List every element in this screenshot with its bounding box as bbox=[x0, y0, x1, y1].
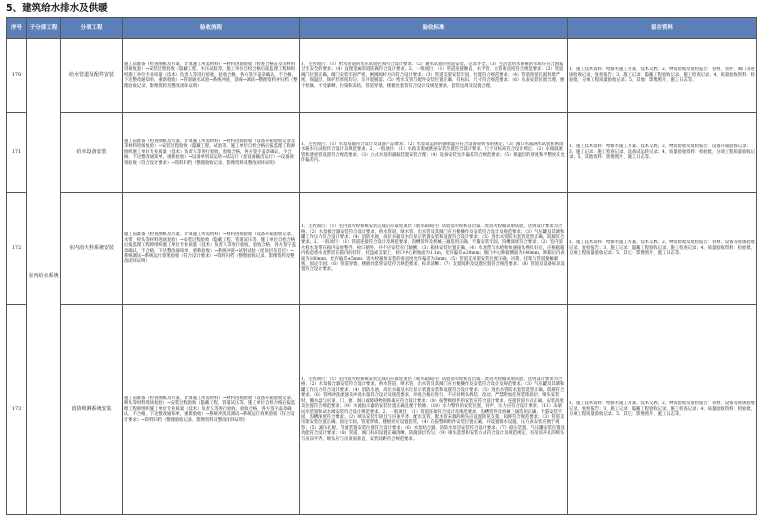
records-cell bbox=[568, 305, 757, 515]
table-row bbox=[7, 193, 757, 305]
records-cell bbox=[568, 113, 757, 193]
process-text: 施工前准备（检查图纸及方案、计算施工所需材料）→材料进场验收（设备开箱验收记录、水带、栓头等材料进场复验）→安装过程验收（隐蔽工程、管道试压等，施工单位自检合格后报监理工程师组织施工单位专业质量（技术）负责人等进行验收，验收合格，各方签字盖章确认，不合格，下达整改通知单，重新验收）→系统冲洗→试射试验（屋顶层及首层）→系统调试→系统运行效果验收（符合设计要求）→资料归档（整理验收记录、影像资料及整改闭环证明） bbox=[124, 232, 296, 265]
process-text: 施工前准备（检查图纸及方案、计算施工所需材料）→材料进场验收（检查合格证及等材料进场复验）→安装过程验收（隐蔽工程、水压试验等，施工单位自检合格后报监理工程师组织施工单位专业质量（技术）负责人等进行验收，验收合格，各方签字盖章确认，不合格，下达整改通知单，重新验收）→管道通水试验→系统冲洗、消毒→调试→整理资料并归档（整理验收记录、影像资料及整改闭环证明） bbox=[124, 61, 298, 89]
records-text: 1、施工技术资料：给排水施工方案、技术交底；2、物资验收及复检报告：管材、管件、阀门等进场验收记录、复检报告；3、施工记录：隐蔽工程验收记录、施工检查记录；4、质量验收资料：检验批、分项工程质量验收记录；5、其他：影像照片、施工日志等。 bbox=[569, 67, 755, 84]
header-standard: 验收标准 bbox=[300, 18, 568, 39]
header-process: 验收流程 bbox=[123, 18, 300, 39]
standard-cell bbox=[300, 193, 568, 305]
standard-text: 1、主控项目：（1）给水管道的水压试验必须符合设计要求；（2）通水试验的管道安装，记录齐全；（3）生活饮用水系统的水质应符合国家卫生安全的要求；（4）直埋金属管道防腐符合设计要求。2、一般项目：（1）管道连接顺直、水平管、立管垂直度符合规范要求；（2）管道阀门位置正确，阀门安装牢固严密，闸阀阀杆方向符合设计要求；（3）管道支架安装牢固，位置符合规范要求；（4）管道预留孔洞封堵严密，保温层、保护层厚度均匀，无开裂脱落；（5）给水支管与配件安装位置正确，有标识，尺寸符合规范要求；（6）水表安装位置合理，便于检修，不受暴晒、污染和冻结，管道穿墙、楼板处套管符合设计及规范要求，套管边周及设置合理。 bbox=[301, 61, 565, 89]
item-name: 给水设备安装 bbox=[61, 113, 123, 193]
process-cell bbox=[123, 305, 300, 515]
process-cell bbox=[123, 39, 300, 113]
table-header-row bbox=[7, 18, 757, 39]
records-cell bbox=[568, 39, 757, 113]
standard-text: 1、主控项目：（1）室内消火栓系统安装完成后应取屋顶层（或水箱间内）试验消火栓和首层取二处消火栓做试射试验，达到设计要求为合格；（2）水泵接合器安装符合设计要求，供水管道、喷水管、出水管及其阀门应方便操作及安装符合设计及规范要求；（3）气压罐及其调和罐工作压力符合设计要求；（4）消防水池、高位水箱及水位显示装置安装和设置符合设计要求；（5）进出水管防水套管选型正确，防腐符合要求。2、一般项目：（1）管道连接符合设计及规范要求，沟槽管件及机械三通选用正确，卡箍安装牢固，沟槽深度符合要求；（2）室内消火栓水龙带在箱内安放整齐，栓口朝外，并不应安装在门轴侧；（3）箱体安装位置正确，（4）水龙带与水枪和快速接头绑扎好后，应根据箱内构造将水龙带挂在箱内的挂钉、托盘或支架上，栓口中心距地面为1.1m，允许偏差±20mm；阀门中心距箱侧面为140mm，距箱后内表面为100mm，允许偏差±5mm；消火栓箱体安装的垂直度允许偏差为3mm；（5）管道支吊架安装位置正确，吊架、托架与管道接触紧密，固定牢固；（6）管道穿墙、楼板处套管安装符合规范要求，标识清晰；（7）支架间距及设置位置符合规范要求；（8）管道及设备标识设置符合设计要求。 bbox=[301, 224, 565, 273]
header-seq: 序号 bbox=[7, 18, 27, 39]
row-number: 170 bbox=[7, 39, 27, 113]
subunit-cell: 室内给水系统 bbox=[27, 39, 61, 515]
standard-cell bbox=[300, 305, 568, 515]
records-text: 1、施工技术资料：给排水施工方案、技术交底；2、物资验收及复检报告：设备开箱验收记录；3、施工记录：施工检查记录、设备试运转记录；4、质量验收资料：检验批、分项工程质量验收记录；5、其他资料：影像照片、施工日志等。 bbox=[569, 144, 755, 161]
item-name: 室内消火栓系统安装 bbox=[61, 193, 123, 305]
table-row bbox=[7, 305, 757, 515]
process-cell bbox=[123, 193, 300, 305]
table-row bbox=[7, 39, 757, 113]
standard-text: 1、主控项目：（1）室内消火栓系统安装完成后应取屋顶层（或水箱间内）试验消火栓和首层取二处消火栓做试射试验，达到设计要求为合格；（2）水泵接合器安装符合设计要求，供水管道、喷水管、出水管及其阀门应方便操作及安装符合设计及规范要求；（3）气压罐及其调和罐工作压力符合设计要求；（4）消防水池、高位水箱及水位显示装置安装和设置符合设计要求；（5）进出水管防水套管选型正确，防腐符合要求；（6）管网冲洗流速及冲洗水量符合设计及规范要求，冲洗合格后进行，不应对喷头拆装，改动，严禁附加任何装饰涂层；喷头安装时，溅水盘与吊顶、门、窗、洞口或障碍物的距离应符合设计要求；（8）报警阀组件的安装应符合设计要求，连接管道方式正确，安装高度及位置符合规范要求；（9）水流指示器的安装位置正确且便于检修；（10）水力警铃的安装位置、铃声、压力应符合设计要求；（11）末端试水装置和试水阀安装符合设计规范要求。2、一般项目：（1）管道连接符合设计及规范要求，沟槽管件及机械三通选用正确，卡箍安装牢固，沟槽深度符合要求；（2）喷头安装牢固且与吊顶平齐；配水支管、配水管末端的喷头应设置防晃支架，间距符合规范要求；（3）管道支吊架安装位置正确，固定牢固，管道穿墙、楼板处应设置套管，（4）在报警阀组件安装位置正确，并设置排水设施，压力表安装应便于观察；（5）减压孔板、节流装置安装位置符合设计要求；（6）水泵结合器、消防水泵房安装符合设计要求；（7）稳压装置、气压罐安装位置及功能符合设计要求；（8）管道、阀门标识设置正确清晰，防腐涂层均匀；（9）喷头选型和安装方式符合设计及规范规定，有吊顶开孔的喷头与吊顶平齐，喷头应与吊顶面垂直，安装间距符合规范要求。 bbox=[301, 377, 565, 442]
row-number: 173 bbox=[7, 305, 27, 515]
acceptance-table bbox=[6, 17, 757, 515]
header-records: 留存资料 bbox=[568, 18, 757, 39]
item-name: 给水管道及配件安装 bbox=[61, 39, 123, 113]
records-cell bbox=[568, 193, 757, 305]
item-name: 消防喷淋系统安装 bbox=[61, 305, 123, 515]
process-text: 施工前准备（检查图纸及方案、计算施工所需材料）→材料进场验收（设备开箱验收记录、喷头等材料进场复验）→安装过程验收（隐蔽工程、管道试压等，施工单位自检合格后报监理工程师组织施工单位专业质量（技术）负责人等进行验收，验收合格，各方签字盖章确认，不合格，下达整改通知单，重新验收）→系统冲洗及调试→系统运行效果验收（符合设计要求）→资料归档（整理验收记录、影像资料及整改闭环证明） bbox=[124, 395, 296, 423]
header-subunit: 子分部工程 bbox=[27, 18, 61, 39]
process-text: 施工前准备（检查图纸及方案、计算施工所需材料）→材料进场验收（设备开箱验收记录及等材料进场复验）→安装过程验收（隐蔽工程、试验等，施工单位自检合格后报监理工程师组织施工单位专业质量（技术）负责人等进行验收，验收合格，各方签字盖章确认，不合格，下达整改通知单，重新验收）→设备单机试运转→试运行（泵设备输出运行）→设备效果验收（符合设计要求）→资料归档（整理验收记录、影像资料及整改闭环证明） bbox=[124, 138, 296, 166]
table-row bbox=[7, 113, 757, 193]
standard-cell bbox=[300, 39, 568, 113]
row-number: 172 bbox=[7, 193, 27, 305]
standard-cell bbox=[300, 113, 568, 193]
standard-text: 1、主控项目：（1）水泵基础符合设计及设备产品要求；（2）水泵试运转的轴承温升符合设备说明书的规定；（3）敞口水箱满水试验和密闭水箱水压试验符合设计及规范要求。2、一般项目：（1）水箱支架或底座安装位置符合设计要求，尺寸及标高符合设计规定；（2）水箱溢流管和泄放管设置符合规范要求；（3）立式水泵的减振装置安装合理；（4）设备安装允许偏差符合规范要求；（5）保温层的厚度和平整度在允许偏差内。 bbox=[301, 141, 565, 163]
row-number: 171 bbox=[7, 113, 27, 193]
process-cell bbox=[123, 113, 300, 193]
header-item: 分项工程 bbox=[61, 18, 123, 39]
records-text: 1、施工技术资料：给排水施工方案、技术交底；2、物资验收及复检报告：管材、设备等进场验收记录、复检报告；3、施工记录：隐蔽工程验收记录、施工检查记录；4、质量验收资料：检验批、分项工程质量验收记录；5、其它：影像照片、施工日志等。 bbox=[569, 240, 755, 257]
records-text: 1、施工技术资料：给排水施工方案、技术交底；2、物资验收及复检报告：管材、设备等进场验收记录、复检报告；3、施工记录：隐蔽工程验收记录、施工检查记录；4、质量验收资料：检验批、分项工程质量验收记录；5、其它：影像照片、施工日志等。 bbox=[569, 401, 755, 418]
section-title: 5、建筑给水排水及供暖 bbox=[6, 3, 108, 14]
